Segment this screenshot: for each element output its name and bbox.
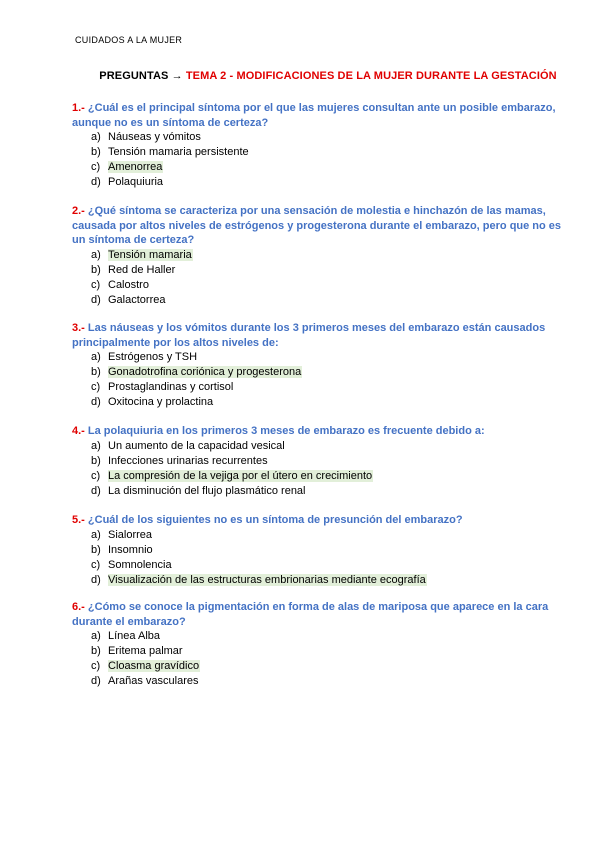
question-body: ¿Qué síntoma se caracteriza por una sensación de molestia e hinchazón de las mamas, causada por altos niveles de estrógenos y progesterona durante el embarazo, pero que no es un síntoma de certeza? [72, 205, 562, 246]
question-number: 6.- [72, 601, 85, 613]
option [72, 175, 562, 190]
option-text: Estrógenos y TSH [108, 351, 198, 363]
page-title [0, 70, 600, 82]
option-text: Amenorrea [108, 161, 163, 173]
option [72, 278, 562, 293]
question-text [72, 321, 562, 350]
option-text: Insomnio [108, 543, 153, 556]
options-list [72, 439, 562, 499]
option [72, 263, 562, 278]
option [72, 558, 562, 573]
option-letter: b) [91, 263, 101, 276]
options-list [72, 528, 562, 588]
question-body: La polaquiuria en los primeros 3 meses de embarazo es frecuente debido a: [84, 425, 485, 437]
option [72, 380, 562, 395]
option [72, 484, 562, 499]
option-text: Arañas vasculares [108, 675, 199, 687]
option [72, 543, 562, 558]
option-text: Gonadotrofina coriónica y progesterona [108, 366, 302, 378]
options-list [72, 629, 562, 689]
option [72, 145, 562, 160]
option-text: Línea Alba [108, 630, 160, 642]
option-letter: c) [91, 660, 101, 672]
option-letter: b) [91, 366, 101, 378]
option-text: La compresión de la vejiga por el útero en crecimiento [108, 469, 373, 482]
question-6 [72, 600, 562, 689]
question-body: ¿Cómo se conoce la pigmentación en forma de alas de mariposa que aparece en la cara durante el embarazo? [72, 601, 549, 628]
option-text: Visualización de las estructuras embrionarias mediante ecografía [108, 573, 426, 586]
option [72, 293, 562, 308]
option [72, 454, 562, 469]
question-text [72, 101, 562, 130]
option-correct [72, 248, 562, 263]
option-text: Tensión mamaria [108, 248, 192, 261]
question-3 [72, 321, 562, 410]
option-text: Un aumento de la capacidad vesical [108, 439, 285, 452]
option-text: Sialorrea [108, 528, 153, 541]
question-2 [72, 204, 562, 308]
option-letter: a) [91, 630, 101, 642]
option-text: Calostro [108, 278, 149, 291]
option-correct [72, 365, 562, 380]
option [72, 629, 562, 644]
question-4 [72, 424, 562, 499]
option-letter: b) [91, 543, 101, 556]
question-text [72, 424, 562, 439]
question-number: 3.- [72, 322, 85, 334]
question-body: ¿Cuál de los siguientes no es un síntoma de presunción del embarazo? [84, 514, 463, 526]
option-letter: c) [91, 469, 101, 482]
option [72, 130, 562, 145]
option-letter: a) [91, 351, 101, 363]
option-letter: c) [91, 381, 101, 393]
options-list [72, 248, 562, 308]
option-letter: d) [91, 573, 101, 586]
question-5 [72, 513, 562, 588]
options-list [72, 350, 562, 410]
option-letter: a) [91, 439, 101, 452]
option-text: Red de Haller [108, 263, 176, 276]
question-number: 1.- [72, 102, 85, 114]
option-letter: a) [91, 528, 101, 541]
course-header: CUIDADOS A LA MUJER [75, 35, 183, 45]
question-number: 4.- [72, 425, 85, 437]
option-correct [72, 659, 562, 674]
option [72, 674, 562, 689]
option-letter: d) [91, 176, 101, 188]
option-text: Eritema palmar [108, 645, 183, 657]
option-letter: c) [91, 161, 101, 173]
question-text [72, 513, 562, 528]
option-letter: d) [91, 396, 101, 408]
title-prefix: PREGUNTAS → [99, 70, 186, 82]
option-correct [72, 469, 562, 484]
option-letter: b) [91, 146, 101, 158]
option-text: Galactorrea [108, 293, 166, 306]
option-text: Náuseas y vómitos [108, 131, 201, 143]
option-letter: a) [91, 248, 101, 261]
option [72, 439, 562, 454]
option [72, 644, 562, 659]
option-letter: c) [91, 558, 101, 571]
option-letter: a) [91, 131, 101, 143]
option-letter: d) [91, 293, 101, 306]
question-text [72, 204, 562, 248]
question-number: 5.- [72, 514, 85, 526]
option [72, 395, 562, 410]
option-text: Tensión mamaria persistente [108, 146, 249, 158]
option [72, 350, 562, 365]
option-text: Prostaglandinas y cortisol [108, 381, 234, 393]
option-correct [72, 160, 562, 175]
option-text: La disminución del flujo plasmático renal [108, 484, 306, 497]
option-text: Infecciones urinarias recurrentes [108, 454, 268, 467]
options-list [72, 130, 562, 190]
option-text: Somnolencia [108, 558, 172, 571]
option-text: Cloasma gravídico [108, 660, 200, 672]
question-1 [72, 101, 562, 190]
option-letter: d) [91, 675, 101, 687]
option [72, 528, 562, 543]
option-letter: b) [91, 454, 101, 467]
question-body: Las náuseas y los vómitos durante los 3 primeros meses del embarazo están causados principalmente por los altos niveles de: [72, 322, 546, 349]
question-number: 2.- [72, 205, 85, 217]
option-text: Polaquiuria [108, 176, 164, 188]
option-letter: b) [91, 645, 101, 657]
option-text: Oxitocina y prolactina [108, 396, 214, 408]
question-text [72, 600, 562, 629]
option-letter: c) [91, 278, 101, 291]
option-letter: d) [91, 484, 101, 497]
title-topic: TEMA 2 - MODIFICACIONES DE LA MUJER DURANTE LA GESTACIÓN [185, 70, 557, 82]
question-body: ¿Cuál es el principal síntoma por el que las mujeres consultan ante un posible embarazo, aunque no es un síntoma de certeza? [72, 102, 556, 129]
option-correct [72, 573, 562, 588]
